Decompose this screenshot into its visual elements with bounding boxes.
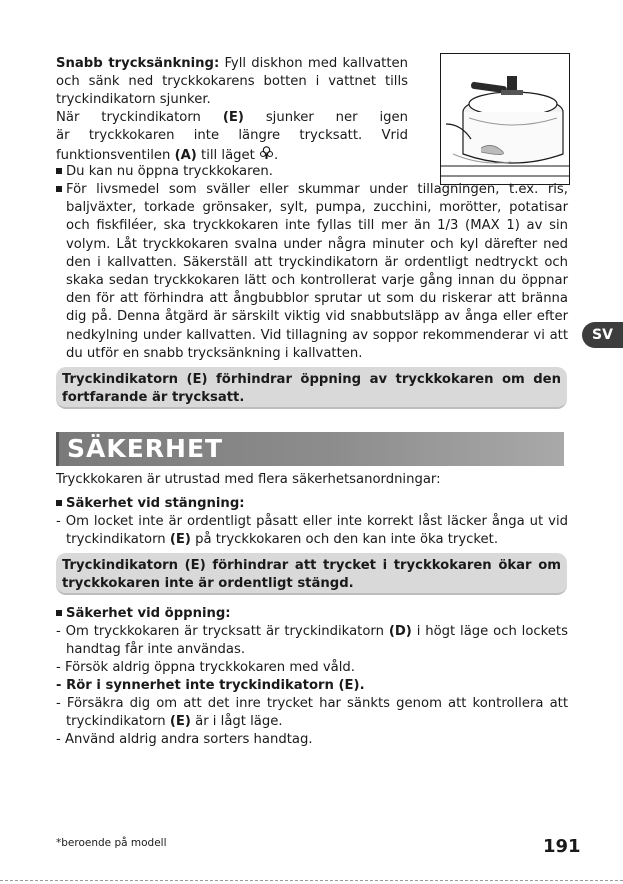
bullet-text: Du kan nu öppna tryckkokaren.	[66, 164, 273, 179]
square-bullet	[56, 163, 66, 181]
square-bullet	[56, 610, 62, 616]
page-number: 191	[543, 836, 581, 857]
intro-text: .	[274, 148, 279, 163]
opening-text: - Om tryckkokaren är trycksatt är tryckindikatorn	[56, 624, 384, 639]
opening-item-5: - Använd aldrig andra sorters handtag.	[56, 732, 313, 747]
intro-line-3: tryckindikatorn sjunker.	[56, 92, 211, 107]
opening-item-4-line-2	[66, 713, 568, 731]
closing-item-line-2	[66, 531, 568, 549]
intro-line-1	[56, 55, 408, 73]
square-bullet	[56, 500, 62, 506]
label-e: (E)	[222, 110, 244, 125]
opening-item-4-line-1: - Försäkra dig om att det inre trycket har sänkts genom att kontrollera att	[56, 696, 568, 711]
opening-item-1-line-2: handtag får inte användas.	[66, 642, 246, 657]
label-e: (E)	[169, 714, 191, 729]
intro-text: sjunker ner igen	[265, 110, 408, 125]
opening-text: tryckindikatorn	[66, 714, 166, 729]
intro-text: När tryckindikatorn	[56, 110, 201, 125]
label-d: (D)	[388, 624, 412, 639]
opening-title-text: Säkerhet vid öppning:	[66, 606, 231, 621]
bullet-text: För livsmedel som sväller eller skummar under tillagningen, t.ex. ris, baljväxter, torkade grönsaker, sylt, pumpa, zucchini, morötter, potatisar och fiskfiléer, ska tryckkokaren inte fyllas till mer än 1/3 (MAX 1) av sin volym. Låt tryckkokaren svalna under några minuter och kyl därefter ned den i kallvatten. Säkerställ att tryckindikatorn är ordentligt nedtryckt och skaka sedan tryckkokaren lätt och kontrollerat varje gång innan du öppnar den för att förhindra att ångbubblor sprutar ut som du riskerar att bränna dig på. Denna åtgärd är särskilt viktig vid snabbutsläpp av ånga eller efter nedkylning under kallvatten. Vid tillagning av soppor rekommenderar vi att du utför en snabb trycksänkning i kallvatten.	[66, 182, 568, 361]
list-item	[56, 163, 568, 181]
closing-item-line-1: - Om locket inte är ordentligt påsatt eller inte korrekt låst läcker ånga ut vid	[56, 514, 568, 529]
closing-text: på tryckkokaren och den kan inte öka trycket.	[195, 532, 499, 547]
intro-text: funktionsventilen	[56, 148, 171, 163]
intro-line-5: är tryckkokaren inte längre trycksatt. Vrid	[56, 128, 408, 143]
intro-line-4	[56, 109, 408, 127]
opening-item-1-line-1	[56, 623, 568, 641]
section-heading-bar	[56, 432, 564, 466]
note-box-closing: Tryckindikatorn (E) förhindrar att trycket i tryckkokaren ökar om tryckkokaren inte är ordentligt stängd.	[56, 553, 567, 595]
list-item	[56, 181, 568, 363]
intro-text: till läget	[201, 148, 255, 163]
note-box-pressure-indicator: Tryckindikatorn (E) förhindrar öppning av tryckkokaren om den fortfarande är trycksatt.	[56, 367, 567, 409]
opening-text: i högt läge och lockets	[416, 624, 568, 639]
opening-item-3: - Rör i synnerhet inte tryckindikatorn (E).	[56, 678, 365, 693]
quick-release-title: Snabb trycksänkning:	[56, 56, 220, 71]
square-bullet	[56, 181, 66, 199]
opening-item-2: - Försök aldrig öppna tryckkokaren med våld.	[56, 660, 355, 675]
intro-text: Fyll diskhon med kallvatten	[224, 56, 408, 71]
safety-intro: Tryckkokaren är utrustad med flera säkerhetsanordningar:	[56, 472, 441, 487]
closing-text: tryckindikatorn	[66, 532, 166, 547]
label-a: (A)	[174, 148, 197, 163]
closing-title-text: Säkerhet vid stängning:	[66, 496, 245, 511]
closing-safety-title	[56, 495, 568, 513]
steam-valve-icon	[259, 145, 274, 160]
label-e: (E)	[169, 532, 191, 547]
intro-line-2: och sänk ned tryckkokarens botten i vattnet tills	[56, 74, 408, 89]
language-tab: SV	[582, 322, 623, 348]
footnote: *beroende på modell	[56, 837, 167, 849]
page-edge-dashed-line	[0, 880, 623, 881]
opening-text: är i lågt läge.	[195, 714, 283, 729]
opening-safety-title	[56, 605, 568, 623]
section-heading: SÄKERHET	[67, 434, 224, 463]
